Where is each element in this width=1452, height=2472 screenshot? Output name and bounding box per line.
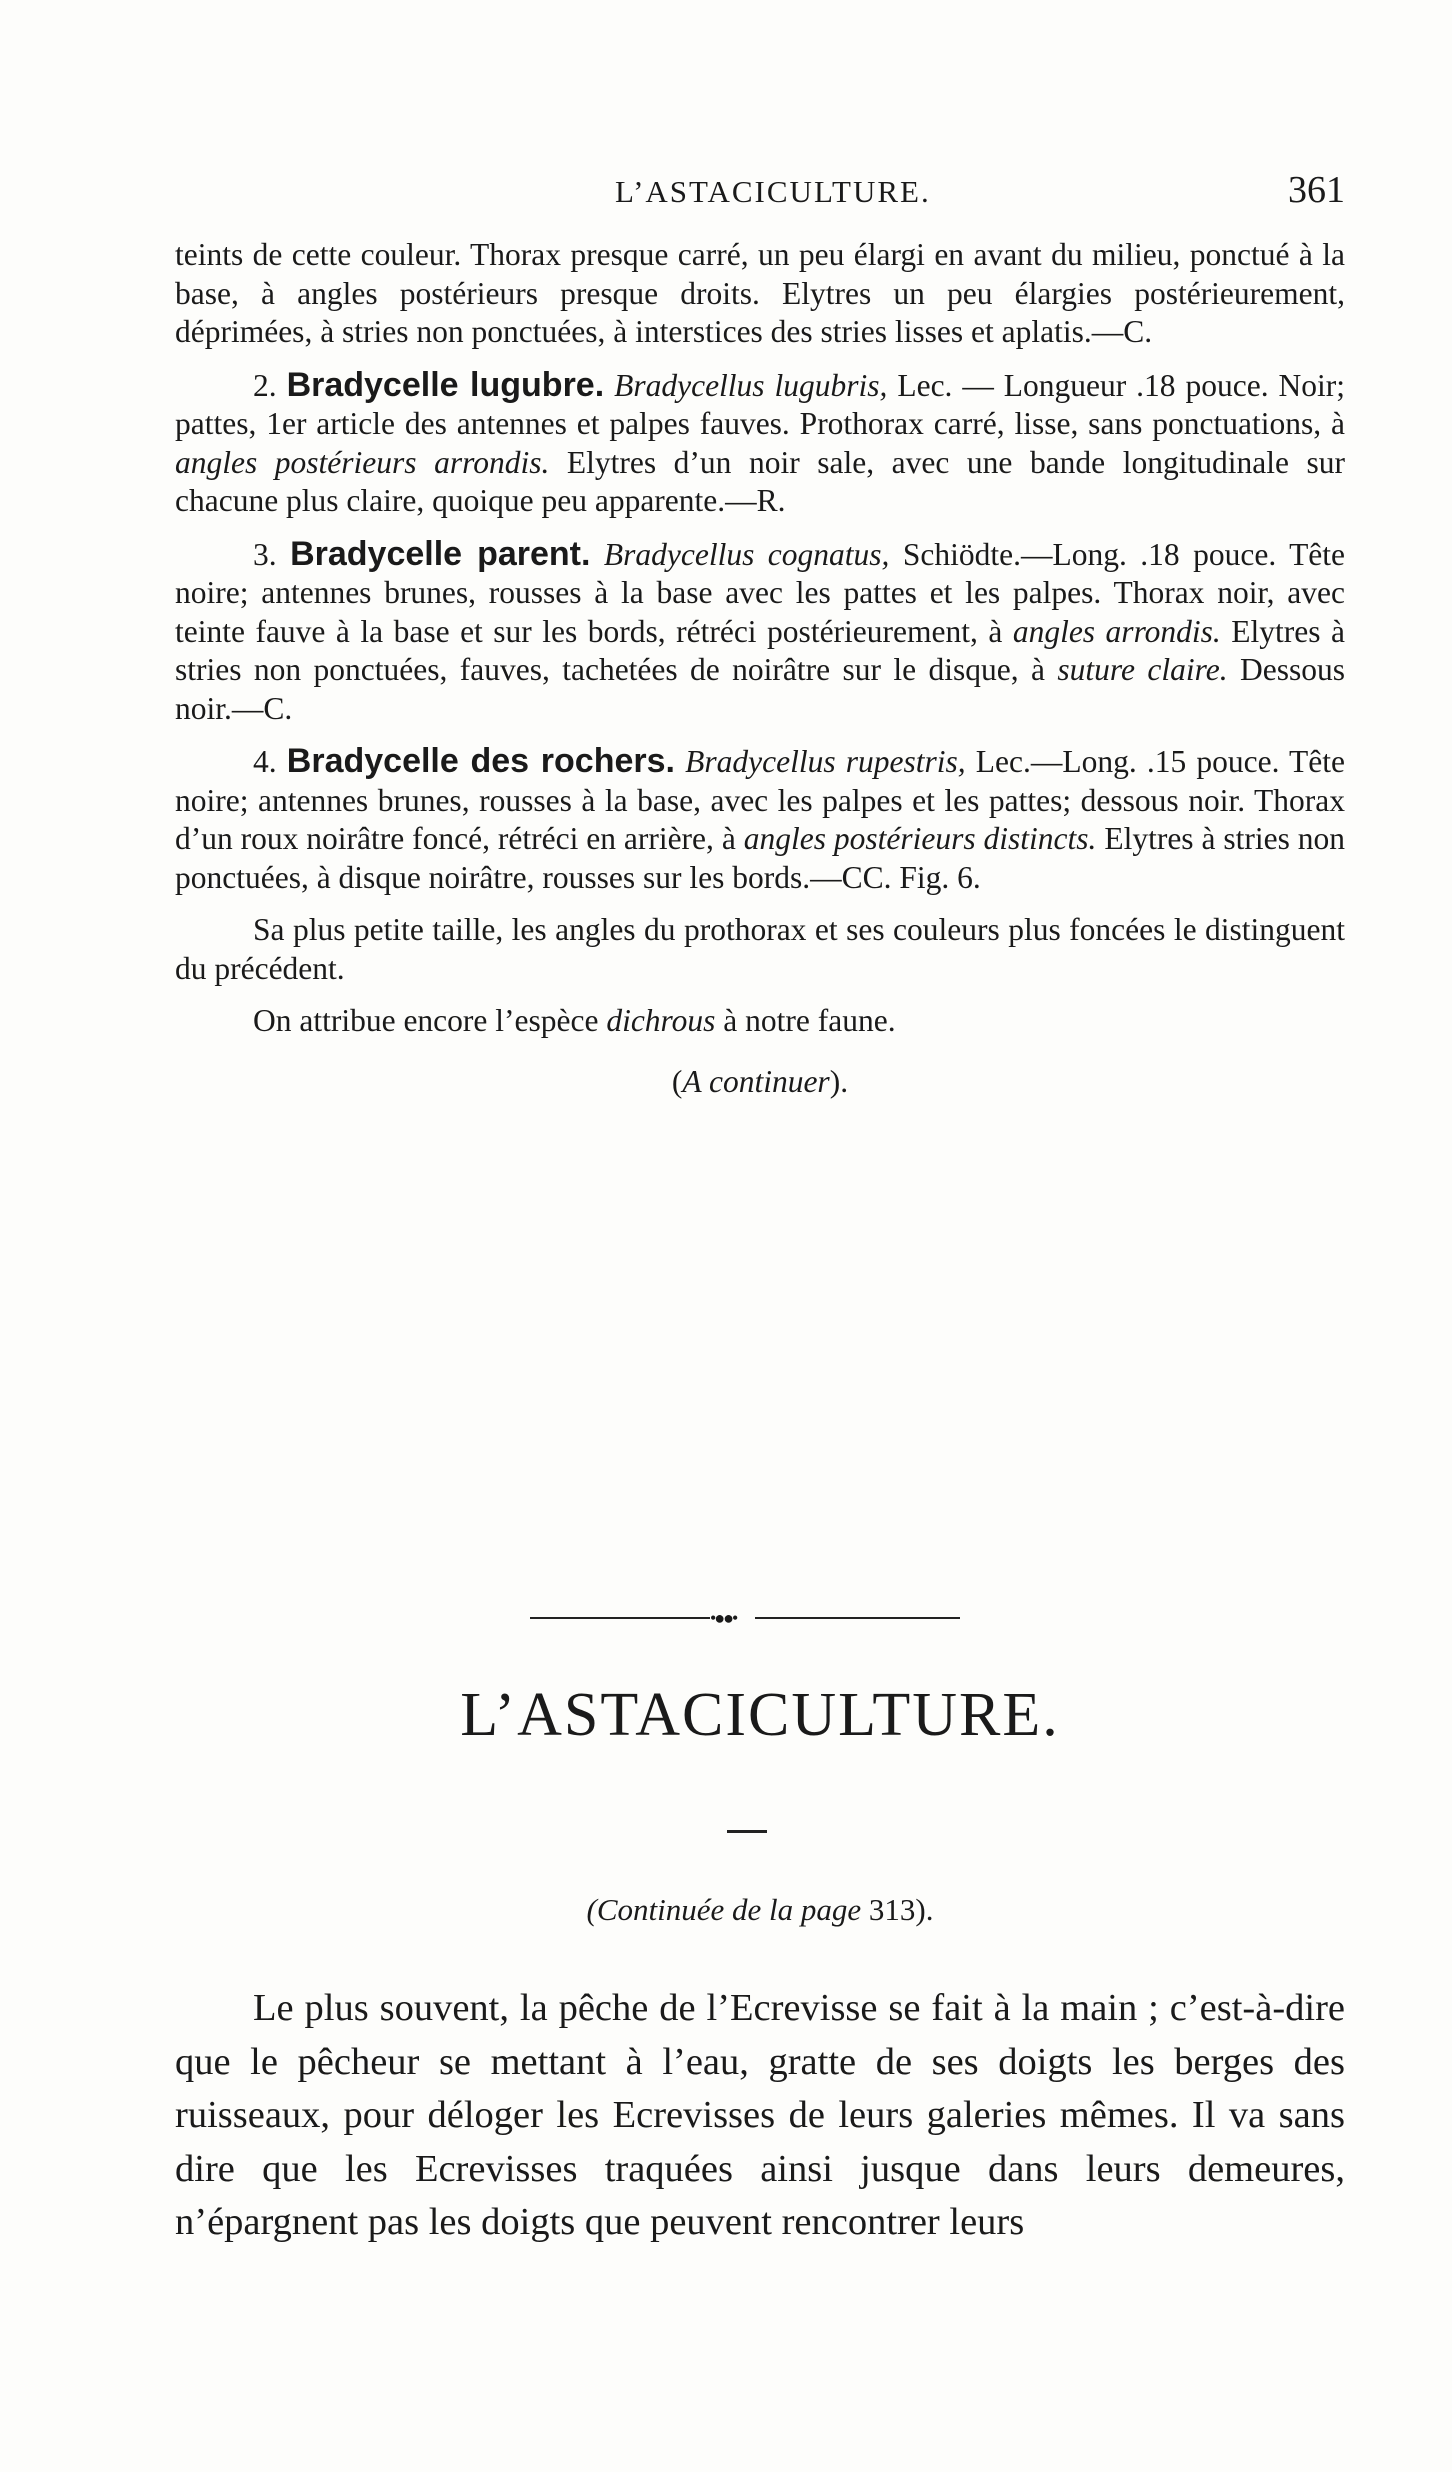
entry-number: 3.: [253, 536, 277, 572]
species-common-name: Bradycelle parent.: [290, 534, 591, 573]
paren-open: (: [671, 1063, 683, 1099]
entry-text: Elytres d’un noir sale, avec une bande longitudinale sur chacune plus claire, quoique peu apparente.—R.: [175, 444, 1345, 518]
body-paragraph: Le plus souvent, la pêche de l’Ecrevisse se fait à la main ; c’est-à-dire que le pêcheur se mettant à l’eau, gratte de ses doigts les berges des ruisseaux, pour déloger les Ecrevisses de leurs galeries mêmes. Il va sans dire que les Ecrevisses traquées ainsi jusque dans leurs demeures, n’épargnent pas les doigts que peuvent rencontrer leurs: [175, 1987, 1345, 2243]
entry-italic: angles postérieurs arrondis.: [175, 444, 550, 480]
species-common-name: Bradycelle des rochers.: [286, 742, 675, 780]
paren-close: ).: [829, 1063, 849, 1099]
section-divider-ornament: [530, 1608, 960, 1628]
species-latin-name: Bradycellus lugubris,: [614, 367, 888, 403]
entry-italic: angles arrondis.: [1012, 613, 1221, 649]
entry-number: 2.: [253, 367, 277, 403]
paragraph-italic: dichrous: [606, 1003, 716, 1038]
paragraph-continuation: teints de cette couleur. Thorax presque carré, un peu élargi en avant du milieu, ponctué à la base, à angles postérieurs presque droits. Elytres un peu élargies postérieurement, déprimées, à stries non ponctuées, à interstices des stries lisses et aplatis.—C.: [175, 237, 1345, 349]
species-latin-name: Bradycellus cognatus,: [603, 536, 890, 572]
continued-italic: (Continuée de la page: [586, 1892, 862, 1927]
paragraph-note: Sa plus petite taille, les angles du prothorax et ses couleurs plus foncées le distinguent du précédent.: [175, 912, 1345, 986]
species-text-block: [175, 236, 1345, 1115]
species-entry-4: [175, 742, 1345, 897]
species-latin-name: Bradycellus rupestris,: [685, 744, 966, 779]
species-entry-3: [175, 535, 1345, 729]
continued-page: 313).: [861, 1892, 934, 1927]
entry-number: 4.: [253, 744, 277, 779]
title-rule: [727, 1830, 767, 1833]
entry-text: Lec. — Longueur .18 pouce. Noir; pattes, 1er article des antennes et palpes fauves. Prothorax carré, lisse, sans ponctuations, à: [175, 367, 1346, 441]
divider-line-left: [530, 1617, 710, 1619]
paragraph-text: à notre faune.: [715, 1003, 896, 1038]
species-entry-2: [175, 366, 1345, 521]
entry-text: Dessous noir.—C.: [175, 652, 1345, 726]
continuer-italic: A continuer: [682, 1063, 830, 1099]
entry-text: Elytres à stries non ponctuées, à disque noirâtre, rousses sur les bords.—CC. Fig. 6.: [175, 821, 1346, 895]
running-title: L’ASTACICULTURE.: [615, 174, 931, 209]
paragraph-dichrous: [175, 1002, 1345, 1041]
article-body: [175, 1982, 1345, 2250]
running-header: [175, 168, 1345, 218]
continued-from-note: [175, 1892, 1345, 1928]
entry-text: Schiödte.—Long. .18 pouce. Tête noire; antennes brunes, rousses à la base avec les pattes et les palpes. Thorax noir, avec teinte fauve à la base et sur les bords, rétréci postérieurement, à: [175, 536, 1346, 649]
species-common-name: Bradycelle lugubre.: [286, 365, 605, 404]
divider-line-right: [755, 1617, 960, 1619]
article-title: L’ASTACICULTURE.: [460, 1681, 1060, 1749]
divider-dots-icon: •●●•: [710, 1608, 737, 1628]
entry-text: Lec.—Long. .15 pouce. Tête noire; antennes brunes, rousses à la base, avec les palpes et les pattes; dessous noir. Thorax d’un roux noirâtre foncé, rétréci en arrière, à: [175, 744, 1346, 856]
entry-italic: angles postérieurs distincts.: [743, 821, 1097, 856]
page-number: 361: [1288, 169, 1345, 211]
to-be-continued: [175, 1063, 1345, 1102]
entry-italic: suture claire.: [1057, 652, 1228, 687]
paragraph-text: On attribue encore l’espèce: [253, 1003, 607, 1038]
entry-text: Elytres à stries non ponctuées, fauves, tachetées de noirâtre sur le disque, à: [175, 613, 1345, 687]
